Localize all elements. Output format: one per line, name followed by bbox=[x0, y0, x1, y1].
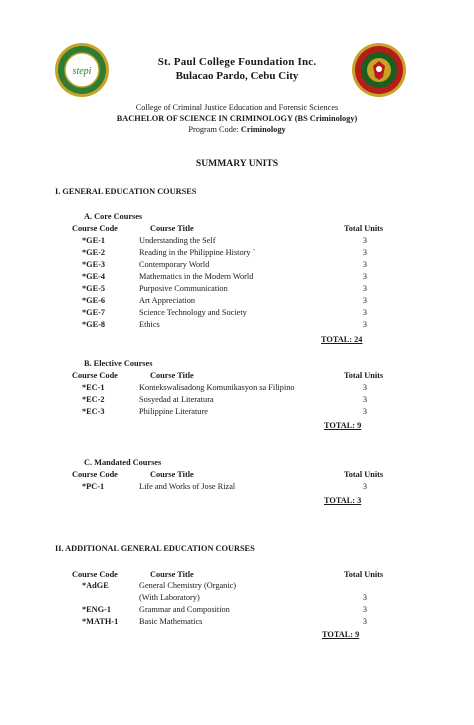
course-title: Grammar and Composition bbox=[139, 605, 230, 614]
course-title: Contemporary World bbox=[139, 260, 210, 269]
table-row bbox=[0, 383, 474, 395]
section-2-title: II. ADDITIONAL GENERAL EDUCATION COURSES bbox=[55, 544, 255, 553]
col-total-units: Total Units bbox=[344, 371, 384, 380]
course-code: *GE-5 bbox=[82, 284, 106, 293]
table-row bbox=[0, 320, 474, 332]
col-course-code: Course Code bbox=[72, 371, 118, 380]
course-units: 3 bbox=[362, 383, 368, 392]
table-row bbox=[0, 284, 474, 296]
course-code: *ENG-1 bbox=[82, 605, 112, 614]
mandated-column-headers bbox=[0, 470, 474, 482]
table-row bbox=[0, 308, 474, 320]
course-units: 3 bbox=[362, 593, 368, 602]
col-course-title: Course Title bbox=[150, 224, 194, 233]
course-units: 3 bbox=[362, 236, 368, 245]
program-code-line bbox=[0, 125, 474, 134]
course-code: *GE-7 bbox=[82, 308, 106, 317]
core-column-headers bbox=[0, 224, 474, 236]
elective-total: TOTAL: 9 bbox=[324, 421, 362, 430]
course-code: *GE-1 bbox=[82, 236, 106, 245]
course-units: 3 bbox=[362, 320, 368, 329]
program-code-value: Criminology bbox=[240, 125, 286, 134]
course-units: 3 bbox=[362, 617, 368, 626]
course-code: *EC-3 bbox=[82, 407, 105, 416]
core-courses-title: A. Core Courses bbox=[84, 212, 143, 221]
additional-total: TOTAL: 9 bbox=[322, 630, 360, 639]
col-course-code: Course Code bbox=[72, 470, 118, 479]
course-units: 3 bbox=[362, 260, 368, 269]
table-row bbox=[0, 296, 474, 308]
course-units: 3 bbox=[362, 605, 368, 614]
table-row bbox=[0, 617, 474, 629]
course-units: 3 bbox=[362, 248, 368, 257]
elective-column-headers bbox=[0, 371, 474, 383]
col-total-units: Total Units bbox=[344, 470, 384, 479]
col-total-units: Total Units bbox=[344, 224, 384, 233]
page-title: SUMMARY UNITS bbox=[195, 158, 279, 169]
table-row bbox=[0, 272, 474, 284]
course-title: Kontekswalisadong Komunikasyon sa Filipino bbox=[139, 383, 295, 392]
course-title: Purposive Communication bbox=[139, 284, 228, 293]
course-units: 3 bbox=[362, 272, 368, 281]
course-units: 3 bbox=[362, 284, 368, 293]
course-title: (With Laboratory) bbox=[139, 593, 200, 602]
logo-wordmark: stepi bbox=[72, 66, 92, 77]
mandated-total: TOTAL: 3 bbox=[324, 496, 362, 505]
col-course-title: Course Title bbox=[150, 371, 194, 380]
school-name: St. Paul College Foundation Inc. bbox=[157, 56, 317, 68]
course-title: Understanding the Self bbox=[139, 236, 216, 245]
course-title: General Chemistry (Organic) bbox=[139, 581, 237, 590]
program-code-label: Program Code: bbox=[188, 125, 239, 134]
course-units: 3 bbox=[362, 407, 368, 416]
core-total: TOTAL: 24 bbox=[321, 335, 363, 344]
course-code: *EC-1 bbox=[82, 383, 105, 392]
col-total-units: Total Units bbox=[344, 570, 384, 579]
course-title: Mathematics in the Modern World bbox=[139, 272, 254, 281]
table-row bbox=[0, 260, 474, 272]
course-title: Sosyedad at Literatura bbox=[139, 395, 214, 404]
course-units: 3 bbox=[362, 308, 368, 317]
course-code: *GE-4 bbox=[82, 272, 106, 281]
course-code: *GE-3 bbox=[82, 260, 106, 269]
course-code: *MATH-1 bbox=[82, 617, 119, 626]
course-units: 3 bbox=[362, 296, 368, 305]
course-code: *GE-8 bbox=[82, 320, 106, 329]
course-units: 3 bbox=[362, 395, 368, 404]
course-title: Ethics bbox=[139, 320, 160, 329]
college-name: College of Criminal Justice Education and Forensic Sciences bbox=[135, 103, 339, 112]
course-code: *PC-1 bbox=[82, 482, 105, 491]
col-course-title: Course Title bbox=[150, 570, 194, 579]
table-row bbox=[0, 407, 474, 419]
table-row bbox=[0, 581, 474, 593]
table-row bbox=[0, 236, 474, 248]
elective-courses-title: B. Elective Courses bbox=[84, 359, 153, 368]
col-course-code: Course Code bbox=[72, 224, 118, 233]
mandated-courses-title: C. Mandated Courses bbox=[84, 458, 162, 467]
course-code: *AdGE bbox=[82, 581, 109, 590]
course-title: Basic Mathematics bbox=[139, 617, 203, 626]
table-row bbox=[0, 395, 474, 407]
course-code: *GE-6 bbox=[82, 296, 106, 305]
table-row bbox=[0, 605, 474, 617]
col-course-code: Course Code bbox=[72, 570, 118, 579]
col-course-title: Course Title bbox=[150, 470, 194, 479]
course-title: Life and Works of Jose Rizal bbox=[139, 482, 236, 491]
course-code: *GE-2 bbox=[82, 248, 106, 257]
table-row bbox=[0, 593, 474, 605]
school-address: Bulacao Pardo, Cebu City bbox=[175, 70, 299, 82]
course-title: Reading in the Philippine History ` bbox=[139, 248, 256, 257]
course-title: Art Appreciation bbox=[139, 296, 195, 305]
section-1-title: I. GENERAL EDUCATION COURSES bbox=[55, 187, 197, 196]
table-row bbox=[0, 248, 474, 260]
table-row bbox=[0, 482, 474, 494]
course-units: 3 bbox=[362, 482, 368, 491]
course-title: Science Technology and Society bbox=[139, 308, 247, 317]
course-title: Philippine Literature bbox=[139, 407, 208, 416]
course-code: *EC-2 bbox=[82, 395, 105, 404]
program-name: BACHELOR OF SCIENCE IN CRIMINOLOGY (BS Criminology) bbox=[116, 114, 358, 123]
